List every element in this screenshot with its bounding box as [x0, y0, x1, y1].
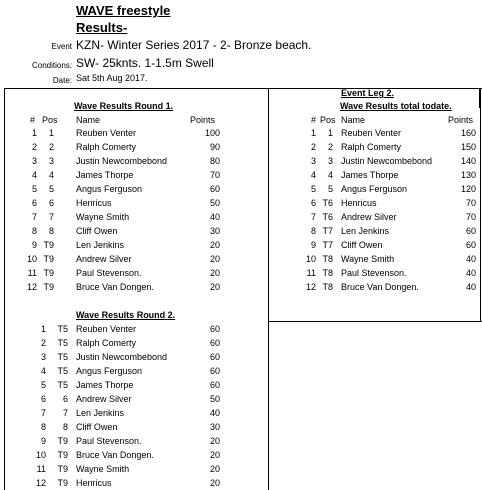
row-points: 30 [209, 422, 220, 432]
table-row [0, 154, 482, 168]
row-points: 40 [209, 212, 220, 222]
table-row [0, 336, 482, 350]
row-name: Cliff Owen [76, 422, 118, 432]
row-position: T7 [322, 240, 333, 250]
row-points: 160 [460, 128, 476, 138]
date-value: Sat 5th Aug 2017. [76, 73, 148, 83]
row-points: 70 [209, 170, 220, 180]
row-number: 4 [31, 170, 37, 180]
row-position: T5 [57, 338, 68, 348]
row-position: T9 [43, 240, 54, 250]
table-row [0, 280, 482, 294]
row-name: Ralph Comerty [341, 142, 402, 152]
row-position: T5 [57, 380, 68, 390]
round1-col-pos: Pos [42, 115, 58, 125]
row-name: Cliff Owen [76, 226, 118, 236]
row-name: James Thorpe [76, 380, 134, 390]
total-col-points: Points [448, 115, 474, 125]
row-points: 60 [465, 226, 476, 236]
round1-col-points: Points [190, 115, 216, 125]
row-points: 70 [465, 212, 476, 222]
top-border [4, 88, 482, 89]
row-name: Angus Ferguson [76, 366, 143, 376]
round1-title: Wave Results Round 1. [74, 101, 174, 111]
row-name: James Thorpe [76, 170, 134, 180]
row-number: 5 [31, 184, 37, 194]
table-row [0, 350, 482, 364]
page-subtitle: Results- [76, 20, 128, 35]
round1-col-name: Name [76, 115, 101, 125]
conditions-label: Conditions: [31, 61, 72, 70]
row-number: 9 [310, 240, 316, 250]
row-points: 150 [460, 142, 476, 152]
row-number: 12 [35, 478, 46, 488]
row-points: 50 [209, 198, 220, 208]
row-number: 6 [40, 394, 46, 404]
row-position: T9 [43, 268, 54, 278]
row-number: 11 [306, 268, 316, 278]
row-points: 20 [209, 450, 220, 460]
row-points: 20 [209, 254, 220, 264]
row-points: 20 [209, 268, 220, 278]
row-position: T9 [43, 254, 54, 264]
row-number: 5 [310, 184, 316, 194]
row-number: 2 [310, 142, 316, 152]
table-row [0, 252, 482, 266]
row-number: 2 [40, 338, 46, 348]
row-position: 3 [48, 156, 54, 166]
row-points: 50 [209, 394, 220, 404]
row-points: 20 [209, 478, 220, 488]
row-name: Justin Newcombebond [341, 156, 433, 166]
row-position: 1 [48, 128, 54, 138]
row-position: T8 [322, 282, 333, 292]
row-number: 10 [26, 254, 37, 264]
row-name: Andrew Silver [76, 254, 132, 264]
total-col-pos: Pos [320, 115, 336, 125]
total-col-name: Name [341, 115, 366, 125]
table-row [0, 392, 482, 406]
row-position: 3 [327, 156, 333, 166]
table-row [0, 434, 482, 448]
row-position: T6 [322, 212, 333, 222]
row-points: 40 [209, 408, 220, 418]
row-position: T5 [57, 352, 68, 362]
table-row [0, 140, 482, 154]
row-points: 40 [465, 282, 476, 292]
row-name: Bruce Van Dongen. [76, 282, 154, 292]
row-number: 10 [35, 450, 46, 460]
row-points: 70 [465, 198, 476, 208]
row-position: T9 [57, 450, 68, 460]
row-name: Justin Newcombebond [76, 156, 168, 166]
row-position: T8 [322, 268, 333, 278]
row-name: Bruce Van Dongen. [341, 282, 419, 292]
row-name: Andrew Silver [76, 394, 132, 404]
row-points: 30 [209, 226, 220, 236]
event-value: KZN- Winter Series 2017 - 2- Bronze beach. [76, 38, 312, 52]
row-points: 80 [209, 156, 220, 166]
row-name: Reuben Venter [341, 128, 402, 138]
row-number: 7 [310, 212, 316, 222]
row-number: 3 [31, 156, 37, 166]
table-row [0, 378, 482, 392]
row-points: 130 [460, 170, 476, 180]
row-number: 8 [31, 226, 37, 236]
row-position: 6 [48, 198, 54, 208]
row-points: 20 [209, 282, 220, 292]
table-row [0, 182, 482, 196]
event-label: Event [51, 42, 72, 51]
row-position: T9 [57, 464, 68, 474]
row-name: Paul Stevenson. [76, 268, 142, 278]
row-points: 60 [209, 184, 220, 194]
row-position: 6 [62, 394, 68, 404]
row-name: Len Jenkins [76, 240, 125, 250]
table-row [0, 196, 482, 210]
row-number: 12 [305, 282, 316, 292]
row-number: 7 [40, 408, 46, 418]
round2-title: Wave Results Round 2. [76, 310, 176, 320]
row-position: 5 [48, 184, 54, 194]
row-name: Angus Ferguson [76, 184, 143, 194]
table-row [0, 364, 482, 378]
row-position: T5 [57, 324, 68, 334]
table-row [0, 406, 482, 420]
row-number: 1 [310, 128, 316, 138]
row-number: 8 [310, 226, 316, 236]
row-position: 2 [48, 142, 54, 152]
row-points: 60 [209, 366, 220, 376]
row-name: Henricus [76, 478, 112, 488]
row-number: 4 [310, 170, 316, 180]
page-title: WAVE freestyle [76, 3, 171, 18]
row-position: 7 [62, 408, 68, 418]
row-name: Bruce Van Dongen. [76, 450, 154, 460]
row-name: Ralph Comerty [76, 338, 137, 348]
table-row [0, 238, 482, 252]
row-number: 6 [31, 198, 37, 208]
row-name: Ralph Comerty [76, 142, 137, 152]
row-position: T5 [57, 366, 68, 376]
row-number: 11 [36, 464, 46, 474]
row-points: 90 [209, 142, 220, 152]
row-points: 40 [465, 254, 476, 264]
row-name: Wayne Smith [76, 464, 130, 474]
row-name: Cliff Owen [341, 240, 383, 250]
right-tick [479, 88, 480, 108]
row-number: 5 [40, 380, 46, 390]
row-number: 3 [40, 352, 46, 362]
row-number: 3 [310, 156, 316, 166]
row-points: 40 [465, 268, 476, 278]
row-points: 20 [209, 436, 220, 446]
table-row [0, 476, 482, 490]
date-label: Date: [52, 76, 72, 85]
row-points: 60 [209, 380, 220, 390]
row-number: 12 [26, 282, 37, 292]
row-position: 5 [327, 184, 333, 194]
row-points: 60 [465, 240, 476, 250]
row-points: 60 [209, 352, 220, 362]
row-number: 8 [40, 422, 46, 432]
row-name: James Thorpe [341, 170, 399, 180]
row-name: Paul Stevenson. [341, 268, 407, 278]
row-position: 4 [48, 170, 54, 180]
total-col-num: # [311, 115, 317, 125]
row-points: 100 [204, 128, 220, 138]
row-number: 9 [31, 240, 37, 250]
row-position: T9 [57, 478, 68, 488]
row-position: T8 [322, 254, 333, 264]
table-row [0, 322, 482, 336]
row-points: 140 [460, 156, 476, 166]
table-row [0, 266, 482, 280]
conditions-value: SW- 25knts. 1-1.5m Swell [76, 56, 214, 70]
row-number: 10 [305, 254, 316, 264]
row-position: 4 [327, 170, 333, 180]
row-position: 1 [327, 128, 333, 138]
table-row [0, 210, 482, 224]
table-row [0, 462, 482, 476]
total-title: Wave Results total todate. [340, 101, 452, 111]
row-number: 11 [27, 268, 37, 278]
table-row [0, 448, 482, 462]
row-position: 8 [48, 226, 54, 236]
row-number: 4 [40, 366, 46, 376]
row-name: Len Jenkins [341, 226, 390, 236]
row-number: 1 [31, 128, 37, 138]
row-number: 6 [310, 198, 316, 208]
row-points: 20 [209, 464, 220, 474]
row-position: T9 [43, 282, 54, 292]
row-points: 20 [209, 240, 220, 250]
row-name: Andrew Silver [341, 212, 397, 222]
row-position: T7 [322, 226, 333, 236]
table-row [0, 168, 482, 182]
row-name: Reuben Venter [76, 128, 137, 138]
row-points: 120 [460, 184, 476, 194]
row-name: Henricus [76, 198, 112, 208]
table-row [0, 224, 482, 238]
row-points: 60 [209, 338, 220, 348]
row-position: T9 [57, 436, 68, 446]
row-position: 8 [62, 422, 68, 432]
row-position: T6 [322, 198, 333, 208]
row-name: Justin Newcombebond [76, 352, 168, 362]
row-position: 2 [327, 142, 333, 152]
row-number: 7 [31, 212, 37, 222]
row-name: Reuben Venter [76, 324, 137, 334]
row-number: 9 [40, 436, 46, 446]
row-name: Wayne Smith [341, 254, 395, 264]
row-name: Wayne Smith [76, 212, 130, 222]
table-row [0, 420, 482, 434]
row-name: Henricus [341, 198, 377, 208]
row-name: Paul Stevenson. [76, 436, 142, 446]
event-leg-label: Event Leg 2. [341, 88, 395, 98]
row-position: 7 [48, 212, 54, 222]
row-number: 2 [31, 142, 37, 152]
row-name: Len Jenkins [76, 408, 125, 418]
table-row [0, 126, 482, 140]
row-name: Angus Ferguson [341, 184, 408, 194]
row-number: 1 [40, 324, 46, 334]
round1-col-num: # [30, 115, 36, 125]
row-points: 60 [209, 324, 220, 334]
